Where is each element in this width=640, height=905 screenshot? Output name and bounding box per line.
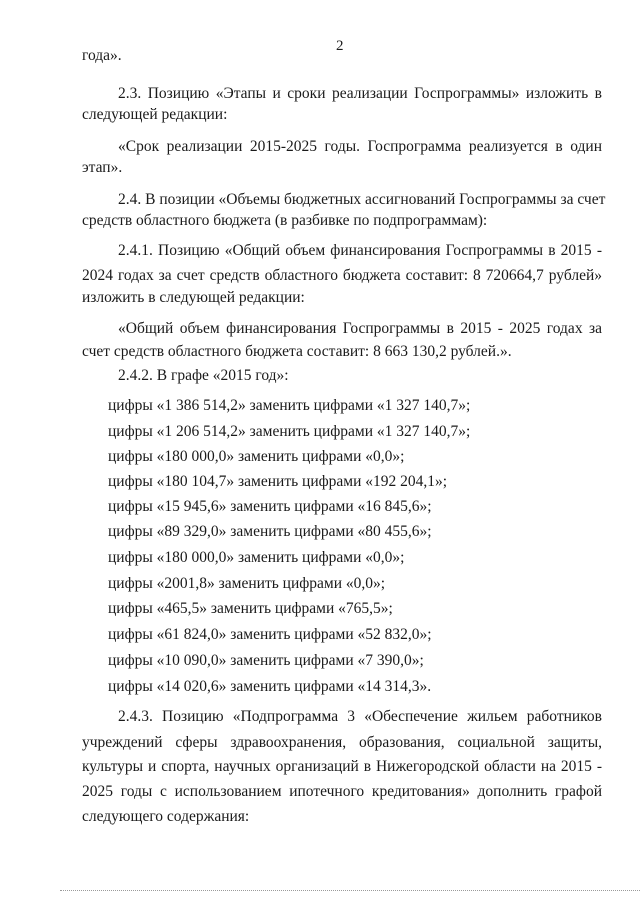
text-line: культуры и спорта, научных организаций в Нижегородской области на 2015 -	[82, 758, 602, 775]
list-item: цифры «180 104,7» заменить цифрами «192 204,1»;	[108, 473, 448, 490]
text-line: следующей редакции:	[82, 106, 228, 123]
text-line: 2.3. Позицию «Этапы и сроки реализации Госпрограммы» изложить в	[118, 85, 602, 102]
text-line: этап».	[82, 159, 123, 176]
list-item: цифры «15 945,6» заменить цифрами «16 845,6»;	[108, 498, 432, 515]
page-edge-divider	[60, 890, 640, 892]
text-line: 2024 годах за счет средств областного бюджета составит: 8 720664,7 рублей»	[82, 267, 602, 284]
list-item: цифры «2001,8» заменить цифрами «0,0»;	[108, 575, 386, 592]
text-line: 2.4.1. Позицию «Общий объем финансирования Госпрограммы в 2015 -	[118, 242, 602, 259]
text-line: изложить в следующей редакции:	[82, 289, 305, 306]
list-item: цифры «180 000,0» заменить цифрами «0,0»;	[108, 549, 405, 566]
text-line: учреждений сферы здравоохранения, образования, социальной защиты,	[82, 734, 602, 751]
list-item: цифры «180 000,0» заменить цифрами «0,0»;	[108, 448, 405, 465]
text-line: средств областного бюджета (в разбивке по подпрограммам):	[82, 212, 488, 229]
text-line: «Срок реализации 2015-2025 годы. Госпрограмма реализуется в один	[118, 138, 602, 155]
text-line: счет средств областного бюджета составит: 8 663 130,2 рублей.».	[82, 343, 512, 360]
text-line: 2.4. В позиции «Объемы бюджетных ассигнований Госпрограммы за счет	[118, 191, 606, 208]
text-line: 2025 годы с использованием ипотечного кредитования» дополнить графой	[82, 783, 602, 800]
text-line: «Общий объем финансирования Госпрограммы в 2015 - 2025 годах за	[118, 320, 602, 337]
text-line: следующего содержания:	[82, 808, 250, 825]
list-item: цифры «1 386 514,2» заменить цифрами «1 327 140,7»;	[108, 397, 471, 414]
list-item: цифры «10 090,0» заменить цифрами «7 390,0»;	[108, 652, 424, 669]
list-item: цифры «14 020,6» заменить цифрами «14 314,3».	[108, 678, 432, 695]
text-line: 2.4.2. В графе «2015 год»:	[118, 367, 289, 384]
list-item: цифры «61 824,0» заменить цифрами «52 832,0»;	[108, 626, 432, 643]
text-line: 2.4.3. Позицию «Подпрограмма 3 «Обеспечение жильем работников	[118, 708, 602, 725]
text-line: года».	[82, 47, 122, 64]
list-item: цифры «465,5» заменить цифрами «765,5»;	[108, 600, 393, 617]
list-item: цифры «1 206 514,2» заменить цифрами «1 327 140,7»;	[108, 423, 471, 440]
list-item: цифры «89 329,0» заменить цифрами «80 455,6»;	[108, 523, 432, 540]
page-number: 2	[336, 38, 344, 54]
